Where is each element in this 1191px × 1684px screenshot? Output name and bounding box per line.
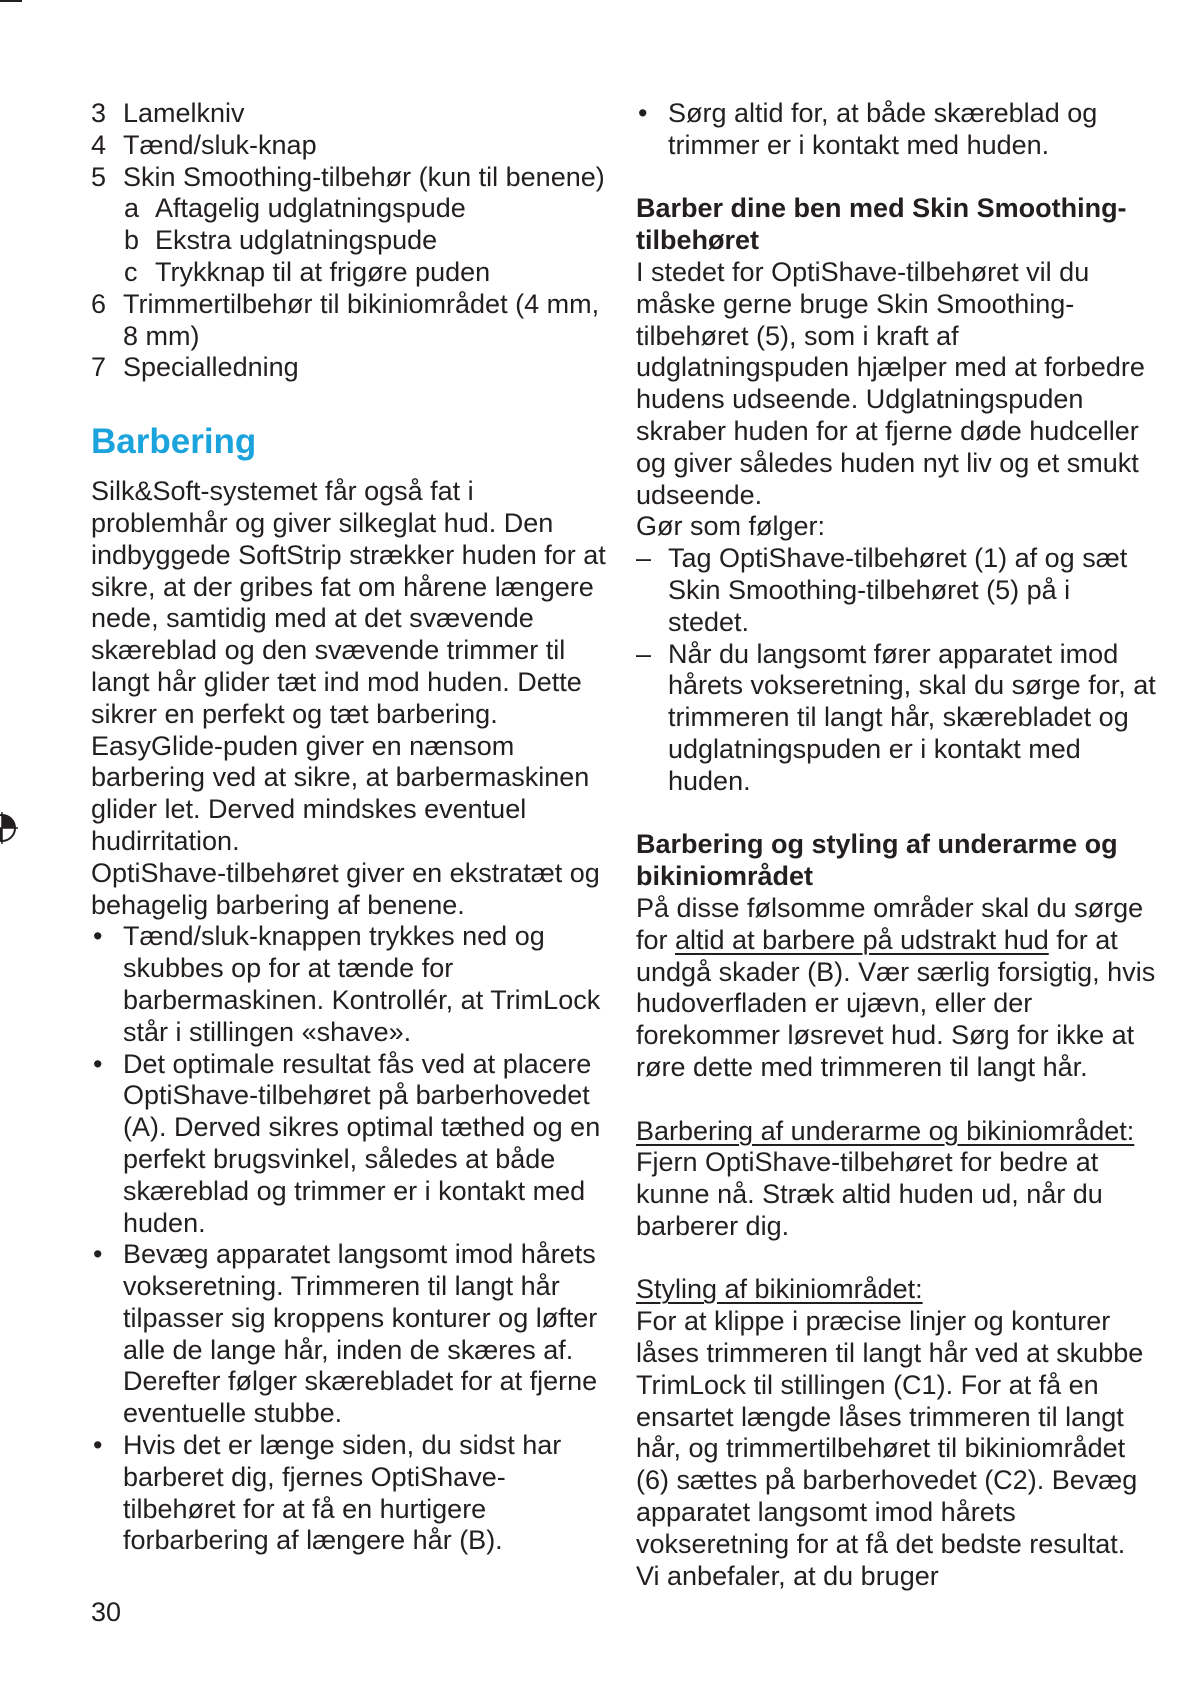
dash-icon: –	[636, 543, 652, 574]
registration-mark-icon	[0, 812, 18, 844]
bullet-icon: •	[93, 1430, 103, 1461]
bullet-item	[91, 1430, 611, 1557]
item-letter: a	[124, 193, 140, 224]
underarms-emphasis: altid at barbere på udstrakt hud	[675, 924, 1049, 955]
legs-paragraph: I stedet for OptiShave-tilbehøret vil du måske gerne bruge Skin Smoothing-tilbehøret (5), som i kraft af udglatningspuden hjælper med at forbedre hudens udseende. Udglatningspuden skraber huden for at fjerne døde hudceller og giver således huden nyt liv og et smukt udseende.	[636, 256, 1145, 510]
page-number: 30	[91, 1597, 122, 1627]
item-text: Tænd/sluk-knap	[123, 129, 317, 160]
bullet-icon: •	[93, 921, 103, 952]
item-text: Trimmertilbehør til bikiniområdet (4 mm, 8 mm)	[123, 288, 600, 351]
item-number: 4	[91, 129, 107, 160]
underarms-text: for at undgå skader (B). Vær særlig forsigtig, hvis hudoverfladen er ujævn, eller der forekommer løsrevet hud. Sørg for ikke at røre dette med trimmeren til langt hår.	[636, 924, 1156, 1082]
item-text: Trykknap til at frigøre puden	[155, 256, 491, 287]
parts-list-subitem	[91, 225, 611, 257]
item-letter: b	[124, 225, 140, 256]
section-heading-legs: Barber dine ben med Skin Smoothing-tilbehøret	[636, 193, 1127, 256]
subheading-styling: Styling af bikiniområdet:	[636, 1274, 923, 1305]
item-text: Specialledning	[123, 352, 299, 383]
item-text: Ekstra udglatningspude	[155, 225, 438, 256]
bullet-text: Bevæg apparatet langsomt imod hårets vokseretning. Trimmeren til langt hår tilpasser sig kroppens konturer og løfter alle de lange hår, inden de skæres af. Derefter følger skærebladet for at fjerne eventuelle stubbe.	[123, 1239, 598, 1429]
bullet-text: Sørg altid for, at både skæreblad og trimmer er i kontakt med huden.	[668, 98, 1098, 160]
item-number: 5	[91, 161, 107, 192]
section-heading-barbering: Barbering	[91, 422, 257, 462]
dash-text: Tag OptiShave-tilbehøret (1) af og sæt Skin Smoothing-tilbehøret (5) på i stedet.	[668, 543, 1128, 637]
parts-list-item	[91, 98, 611, 130]
item-number: 7	[91, 352, 107, 383]
dash-item	[636, 543, 1156, 638]
parts-list	[91, 98, 611, 384]
bullet-text: Tænd/sluk-knappen trykkes ned og skubbes op for at tænde for barbermaskinen. Kontrollér, at TrimLock står i stillingen «shave».	[123, 921, 601, 1047]
item-letter: c	[124, 256, 138, 287]
bullet-item	[91, 1049, 611, 1240]
item-text: Lamelkniv	[123, 98, 245, 128]
subheading-shaving: Barbering af underarme og bikiniområdet:	[636, 1115, 1135, 1146]
item-text: Aftagelig udglatningspude	[155, 193, 466, 224]
dash-text: Når du langsomt fører apparatet imod hårets vokseretning, skal du sørge for, at trimmeren til langt hår, skærebladet og udglatningspuden er i kontakt med huden.	[668, 638, 1156, 796]
bullet-text: Hvis det er længe siden, du sidst har barberet dig, fjernes OptiShave-tilbehøret for at få en hurtigere forbarbering af længere hår (B).	[123, 1430, 562, 1556]
styling-paragraph: For at klippe i præcise linjer og konturer låses trimmeren til langt hår ved at skubbe TrimLock til stillingen (C1). For at få en ensartet længde låses trimmeren til langt hår, og trimmertilbehøret til bikiniområdet (6) sættes på barberhovedet (C2). Bevæg apparatet langsomt imod hårets vokseretning for at få det bedste resultat. Vi anbefaler, at du bruger	[636, 1306, 1144, 1591]
shaving-paragraph: Fjern OptiShave-tilbehøret for bedre at kunne nå. Stræk altid huden ud, når du barberer dig.	[636, 1147, 1103, 1241]
parts-list-item	[91, 162, 611, 194]
parts-list-item	[91, 130, 611, 162]
optishave-paragraph: OptiShave-tilbehøret giver en ekstratæt og behagelig barbering af benene.	[91, 857, 600, 920]
parts-list-item	[91, 352, 611, 384]
bullet-item	[91, 921, 611, 1048]
parts-list-subitem	[91, 257, 611, 289]
dash-item	[636, 639, 1156, 798]
dash-icon: –	[636, 638, 652, 669]
underarms-text: På disse følsomme områder skal du sørge for	[636, 892, 1144, 955]
parts-list-subitem	[91, 193, 611, 225]
underarms-paragraph	[636, 893, 1156, 1084]
right-column	[636, 98, 1156, 1592]
section-heading-underarms: Barbering og styling af underarme og bikiniområdet	[636, 829, 1118, 892]
item-number: 6	[91, 288, 107, 319]
bullet-icon: •	[638, 98, 648, 128]
bullet-icon: •	[93, 1048, 103, 1079]
parts-list-item	[91, 289, 611, 353]
crop-mark	[0, 0, 22, 2]
intro-paragraph: Silk&Soft-systemet får også fat i problemhår og giver silkeglat hud. Den indbyggede SoftStrip strækker huden for at sikre, at der gribes fat om hårene længere nede, samtidig med at det svævende skæreblad og den svævende trimmer til langt hår glider tæt ind mod huden. Dette sikrer en perfekt og tæt barbering. EasyGlide-puden giver en nænsom barbering ved at sikre, at barbermaskinen glider let. Derved mindskes eventuel hudirritation.	[91, 476, 606, 856]
bullet-item	[91, 1239, 611, 1430]
instruction-bullets	[91, 921, 611, 1557]
bullet-icon: •	[93, 1239, 103, 1270]
bullet-item	[636, 98, 1156, 162]
left-column	[91, 98, 611, 1557]
do-as-follows-text: Gør som følger:	[636, 511, 826, 542]
item-text: Skin Smoothing-tilbehør (kun til benene)	[123, 161, 605, 192]
item-number: 3	[91, 98, 107, 128]
bullet-text: Det optimale resultat fås ved at placere OptiShave-tilbehøret på barberhovedet (A). Derved sikres optimal tæthed og en perfekt brugsvinkel, således at både skæreblad og trimmer er i kontakt med huden.	[123, 1048, 601, 1238]
